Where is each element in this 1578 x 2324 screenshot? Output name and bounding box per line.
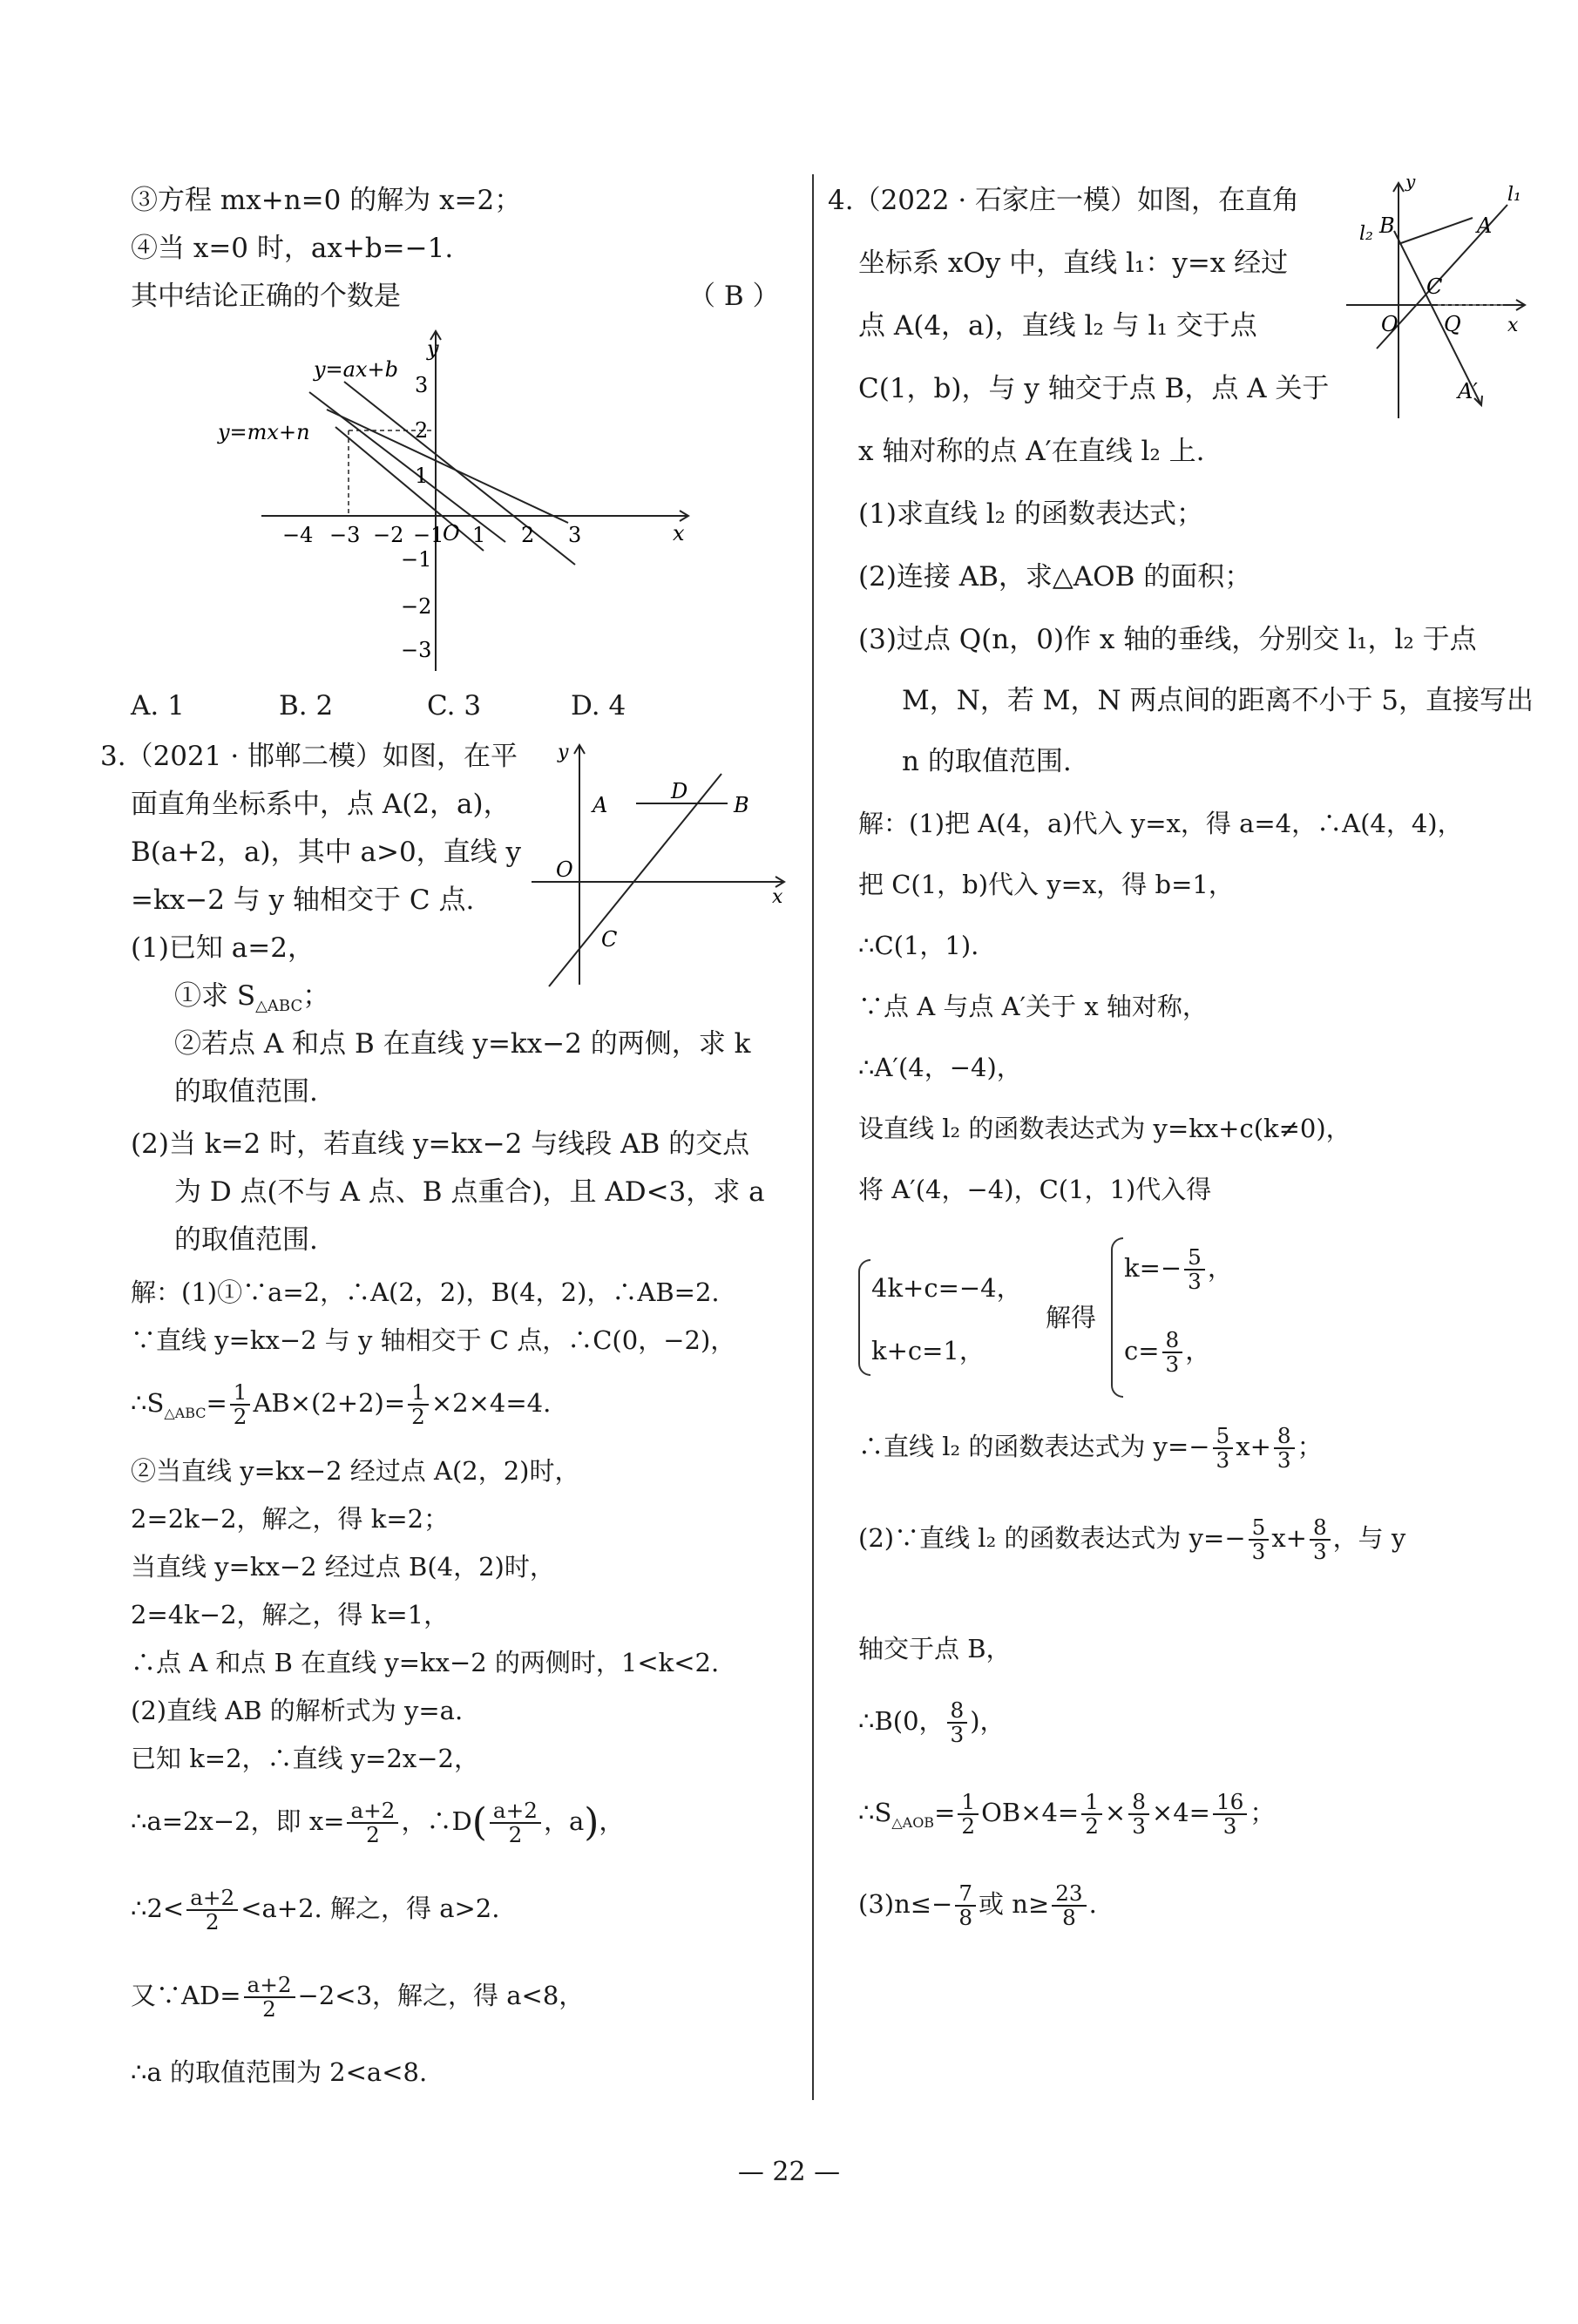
q4-line: n 的取值范围. [902, 746, 1072, 777]
sol-line: 解：(1)①∵a=2，∴A(2，2)，B(4，2)，∴AB=2. [131, 1277, 720, 1307]
sol-line: ∵直线 y=kx−2 与 y 轴相交于 C 点，∴C(0，−2)， [131, 1325, 736, 1355]
q3-line: 的取值范围. [174, 1224, 318, 1256]
x-tick: 1 [472, 523, 486, 547]
q3-line: (1)已知 a=2， [131, 932, 315, 964]
option-b: B. 2 [279, 690, 334, 722]
sol-line: 2=2k−2，解之，得 k=2； [131, 1504, 450, 1534]
x-axis-label: x [673, 521, 685, 545]
origin-label: O [556, 857, 573, 882]
q3-line: 的取值范围. [174, 1076, 318, 1108]
y-tick: 1 [415, 464, 429, 488]
point-b: B [1379, 213, 1395, 238]
line-l2-label: l₂ [1359, 223, 1373, 245]
q4-line: 点 A(4，a)，直线 l₂ 与 l₁ 交于点 [858, 310, 1257, 342]
equation-2: k+c=1， [871, 1336, 985, 1365]
q4-line: 4.（2022 · 石家庄一模）如图，在直角 [828, 185, 1300, 216]
label-y-ax-b: y=ax+b [314, 357, 398, 382]
q3-line: (2)当 k=2 时，若直线 y=kx−2 与线段 AB 的交点 [131, 1128, 750, 1160]
sol-d-point: ∴a=2x−2，即 x= $\frac{a+2}{2}$ ，∴D( $\frac{a+2}{2}$ ，a)， [131, 1798, 625, 1847]
sol-inequality: ∴2< $\frac{a+2}{2}$ <a+2. 解之，得 a>2. [131, 1885, 500, 1934]
line-l1-label: l₁ [1507, 184, 1521, 206]
x-tick: −3 [329, 523, 361, 547]
y-tick: −3 [401, 638, 432, 662]
q3-line: =kx−2 与 y 轴相交于 C 点. [131, 884, 475, 916]
figure-q3-graph [532, 732, 793, 993]
q4-line: x 轴对称的点 A′在直线 l₂ 上. [858, 436, 1205, 467]
sol-line: ②当直线 y=kx−2 经过点 A(2，2)时， [131, 1456, 580, 1486]
sol-line: (2)直线 AB 的解析式为 y=a. [131, 1696, 464, 1725]
sol-line: 2=4k−2，解之，得 k=1， [131, 1600, 450, 1630]
origin-label: O [1381, 312, 1399, 336]
x-tick: −2 [373, 523, 404, 547]
q4-line: (3)过点 Q(n，0)作 x 轴的垂线，分别交 l₁，l₂ 于点 [858, 624, 1477, 655]
q3-line: 为 D 点(不与 A 点、B 点重合)，且 AD<3，求 a [174, 1176, 765, 1208]
sol-b-point: ∴B(0， $\frac{8}{3}$ )， [858, 1697, 1006, 1747]
equation-1: 4k+c=−4， [871, 1273, 1022, 1303]
point-q: Q [1444, 312, 1461, 336]
option-d: D. 4 [571, 690, 626, 722]
q3-line: ①求 $S_{\triangle ABC}$； [174, 980, 330, 1016]
sol-line: ∴点 A 和点 B 在直线 y=kx−2 的两侧时，1<k<2. [131, 1648, 720, 1677]
origin-label: O [443, 521, 460, 545]
solution-k: k=− $\frac{5}{3}$ ， [1124, 1244, 1233, 1294]
sol-line: 把 C(1，b)代入 y=x，得 b=1， [858, 870, 1234, 899]
sol-ad: 又∵AD= $\frac{a+2}{2}$ −2<3，解之，得 a<8， [131, 1972, 585, 2022]
solve-label: 解得 [1046, 1303, 1097, 1332]
y-axis-label: y [558, 742, 569, 763]
sol-part2: (2)∵直线 l₂ 的函数表达式为 y=− $\frac{5}{3}$ x+ $\frac{8}{3}$ ，与 y [858, 1514, 1406, 1564]
q2-prompt: 其中结论正确的个数是 [131, 281, 401, 312]
sol-line: ∴A′(4，−4)， [858, 1053, 1022, 1082]
option-c: C. 3 [427, 690, 482, 722]
y-tick: 3 [415, 373, 429, 397]
q3-line: 3.（2021 · 邯郸二模）如图，在平 [100, 741, 518, 772]
figure-q2-graph [218, 322, 697, 680]
point-c: C [1426, 274, 1443, 299]
y-tick: −2 [401, 594, 432, 619]
x-axis-label: x [772, 886, 783, 908]
column-divider [812, 174, 814, 2100]
sol-line: 已知 k=2，∴直线 y=2x−2， [131, 1744, 479, 1773]
y-tick: −1 [401, 547, 432, 572]
sol-line: 轴交于点 B， [858, 1634, 1012, 1663]
point-b: B [734, 793, 749, 817]
sol-line: ∴a 的取值范围为 2<a<8. [131, 2057, 428, 2087]
sol-line: 当直线 y=kx−2 经过点 B(4，2)时， [131, 1552, 555, 1582]
point-a: A [593, 793, 608, 817]
y-tick: 2 [415, 418, 429, 443]
y-axis-label: y [1405, 171, 1416, 192]
point-d: D [671, 779, 688, 803]
solution-c: c= $\frac{8}{3}$ ， [1124, 1327, 1211, 1377]
point-a: A [1477, 213, 1493, 238]
q4-line: (2)连接 AB，求△AOB 的面积； [858, 561, 1252, 593]
sol-line: ∵点 A 与点 A′关于 x 轴对称， [858, 992, 1208, 1021]
q3-line: B(a+2，a)，其中 a>0，直线 y [131, 837, 522, 868]
q3-line: ②若点 A 和点 B 在直线 y=kx−2 的两侧，求 k [174, 1028, 751, 1060]
point-c: C [601, 927, 618, 952]
q4-line: (1)求直线 l₂ 的函数表达式； [858, 498, 1203, 530]
x-axis-label: x [1507, 315, 1519, 336]
x-tick: 3 [568, 523, 582, 547]
sol-line: ∴C(1，1). [858, 931, 979, 960]
y-axis-label: y [427, 336, 439, 361]
q2-item-4: ④当 x=0 时，ax+b=−1. [131, 233, 454, 264]
sol-line: 设直线 l₂ 的函数表达式为 y=kx+c(k≠0)， [858, 1114, 1351, 1143]
x-tick: 2 [521, 523, 535, 547]
sol-l2-expression: ∴直线 l₂ 的函数表达式为 y=− $\frac{5}{3}$ x+ $\frac{8}{3}$ ； [858, 1423, 1323, 1473]
q2-answer: （ B ） [688, 281, 780, 312]
option-a: A. 1 [131, 690, 185, 722]
q3-line: 面直角坐标系中，点 A(2，a)， [131, 789, 511, 820]
figure-q4-graph [1346, 170, 1534, 423]
x-tick: −4 [282, 523, 314, 547]
sol-line: 将 A′(4，−4)，C(1，1)代入得 [858, 1175, 1212, 1204]
q4-line: C(1，b)，与 y 轴交于点 B，点 A 关于 [858, 373, 1330, 404]
q4-line: M，N，若 M，N 两点间的距离不小于 5，直接写出 [902, 685, 1534, 716]
page-number: — 22 — [737, 2157, 841, 2187]
sol-area-formula: $\therefore S_{\triangle ABC}=$ $\frac{1}{2}$ AB×(2+2)= $\frac{1}{2}$ ×2×4=4. [131, 1379, 552, 1429]
label-y-mx-n: y=mx+n [218, 420, 310, 444]
sol-part3: (3)n≤− $\frac{7}{8}$ 或 n≥ $\frac{23}{8}$ . [858, 1880, 1097, 1930]
q4-line: 坐标系 xOy 中，直线 l₁：y=x 经过 [858, 247, 1289, 279]
x-tick: −1 [413, 523, 444, 547]
q2-item-3: ③方程 mx+n=0 的解为 x=2； [131, 185, 522, 216]
sol-line: 解：(1)把 A(4，a)代入 y=x，得 a=4，∴A(4，4)， [858, 809, 1463, 838]
sol-aob-area: $\therefore S_{\triangle AOB}=$ $\frac{1}{2}$ OB×4= $\frac{1}{2}$ × $\frac{8}{3}$ ×4= $\frac{16}{3}$ ； [858, 1789, 1276, 1839]
point-a-prime: A′ [1458, 379, 1478, 403]
